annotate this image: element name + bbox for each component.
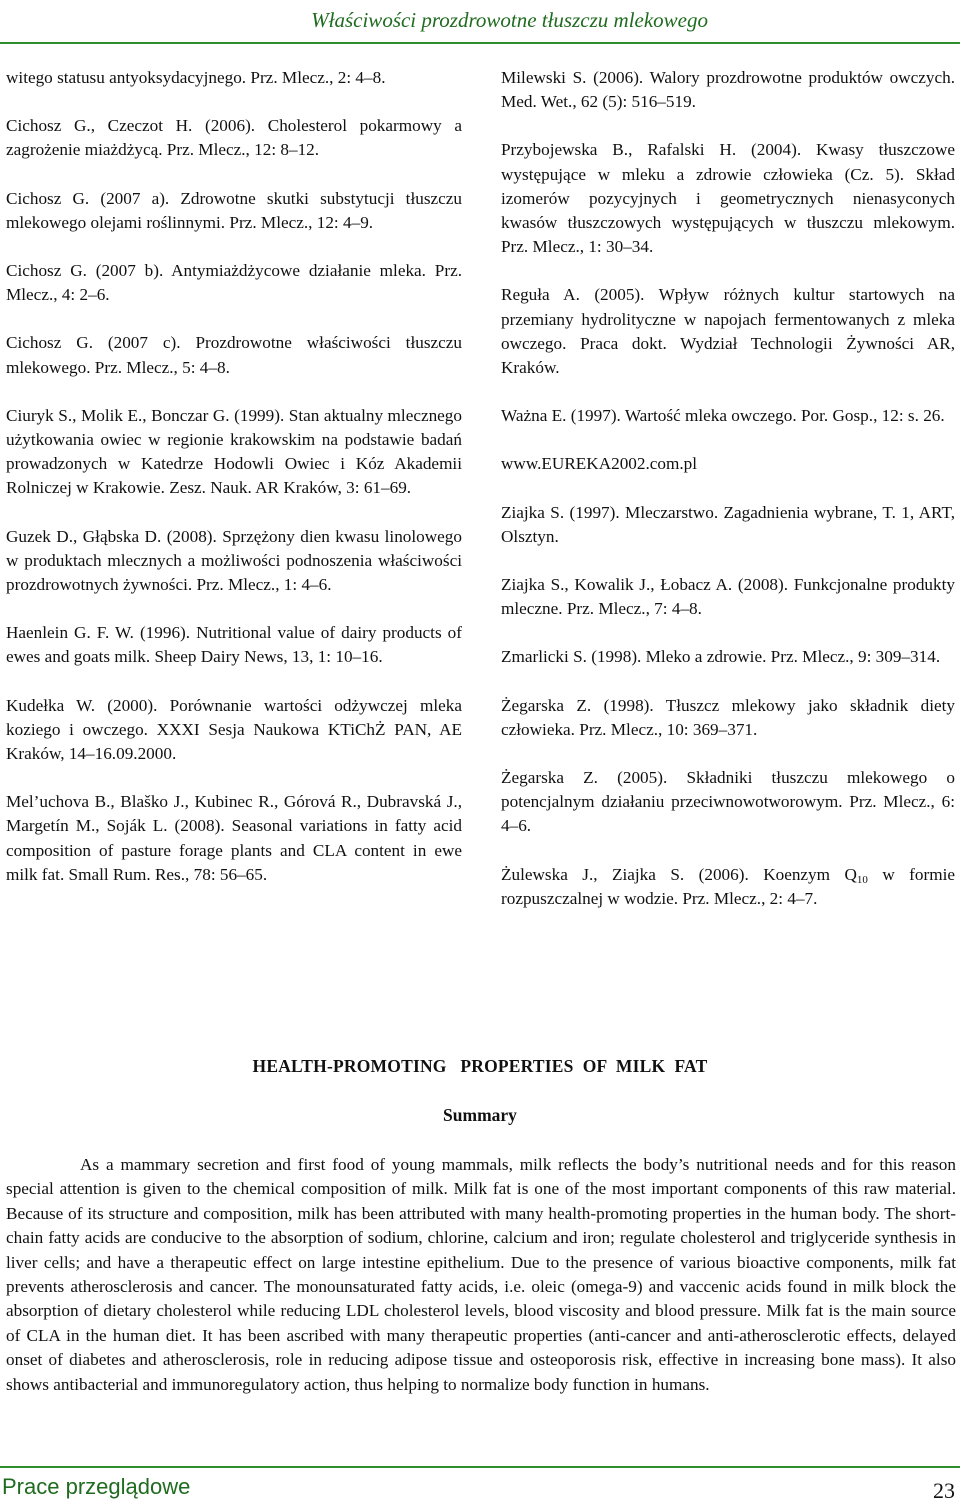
article-title: HEALTH-PROMOTING PROPERTIES OF MILK FAT bbox=[252, 1056, 708, 1076]
header-divider bbox=[0, 42, 960, 44]
reference-item-last bbox=[501, 863, 955, 911]
reference-item: Cichosz G., Czeczot H. (2006). Cholesterol pokarmowy a zagrożenie miażdżycą. Prz. Mlecz., 12: 8–12. bbox=[6, 116, 462, 160]
reference-item: Reguła A. (2005). Wpływ różnych kultur startowych na przemiany hydrolityczne w napojach fermentowanych z mleka owczego. Praca dokt. Wydział Technologii Żywności AR, Kraków. bbox=[501, 285, 955, 378]
references-left-column bbox=[6, 66, 462, 887]
reference-item: Przybojewska B., Rafalski H. (2004). Kwasy tłuszczowe występujące w mleku a zdrowie człowieka (Cz. 5). Skład izomerów pozycyjnych i geometrycznych nienasyconych kwasów tłuszczowych występujących w tłuszczu mlekowym. Prz. Mlecz., 1: 30–34. bbox=[501, 140, 955, 257]
reference-text: w formie rozpuszczalnej w wodzie. Prz. Mlecz., 2: 4–7. bbox=[501, 864, 955, 908]
reference-item: Cichosz G. (2007 b). Antymiażdżycowe działanie mleka. Prz. Mlecz., 4: 2–6. bbox=[6, 261, 462, 305]
summary-heading: Summary bbox=[443, 1105, 517, 1125]
reference-item: Ziajka S., Kowalik J., Łobacz A. (2008). Funkcjonalne produkty mleczne. Prz. Mlecz., 7: 4–8. bbox=[501, 575, 955, 619]
running-header: Właściwości prozdrowotne tłuszczu mlekowego bbox=[311, 8, 708, 32]
reference-item: Cichosz G. (2007 a). Zdrowotne skutki substytucji tłuszczu mlekowego olejami roślinnymi. Prz. Mlecz., 12: 4–9. bbox=[6, 188, 462, 232]
reference-item: witego statusu antyoksydacyjnego. Prz. Mlecz., 2: 4–8. bbox=[6, 68, 386, 87]
reference-text: Żulewska J., Ziajka S. (2006). Koenzym Q bbox=[501, 864, 857, 884]
reference-item: Żegarska Z. (2005). Składniki tłuszczu mlekowego o potencjalnym działaniu przeciwnowotworowym. Prz. Mlecz., 6: 4–6. bbox=[501, 768, 955, 836]
section-label: Prace przeglądowe bbox=[2, 1474, 191, 1499]
subscript: 10 bbox=[856, 873, 868, 886]
reference-item: Kudełka W. (2000). Porównanie wartości odżywczej mleka koziego i owczego. XXXI Sesja Naukowa KTiChŻ PAN, AE Kraków, 14–16.09.2000. bbox=[6, 695, 462, 764]
reference-item: Żegarska Z. (1998). Tłuszcz mlekowy jako składnik diety człowieka. Prz. Mlecz., 10: 369–371. bbox=[501, 695, 955, 739]
reference-item: Ziajka S. (1997). Mleczarstwo. Zagadnienia wybrane, T. 1, ART, Olsztyn. bbox=[501, 502, 955, 546]
reference-link[interactable]: www.EUREKA2002.com.pl bbox=[501, 454, 698, 474]
reference-item: Haenlein G. F. W. (1996). Nutritional value of dairy products of ewes and goats milk. Sheep Dairy News, 13, 1: 10–16. bbox=[6, 623, 462, 667]
reference-item: Guzek D., Głąbska D. (2008). Sprzężony dien kwasu linolowego w produktach mlecznych a możliwości podnoszenia właściwości prozdrowotnych żywności. Prz. Mlecz., 1: 4–6. bbox=[6, 526, 462, 595]
reference-item: Cichosz G. (2007 c). Prozdrowotne właściwości tłuszczu mlekowego. Prz. Mlecz., 5: 4–8. bbox=[6, 333, 462, 377]
page-number: 23 bbox=[933, 1478, 955, 1503]
reference-item: Ciuryk S., Molik E., Bonczar G. (1999). Stan aktualny mlecznego użytkowania owiec w regionie krakowskim na podstawie badań prowadzonych w Katedrze Hodowli Owiec i Kóz Akademii Rolniczej w Krakowie. Zesz. Nauk. AR Kraków, 3: 61–69. bbox=[6, 405, 462, 498]
reference-item: Mel’uchova B., Blaško J., Kubinec R., Górová R., Dubravská J., Margetín M., Soják L. (2008). Seasonal variations in fatty acid composition of pasture forage plants and CLA content in ewe milk fat. Small Rum. Res., 78: 56–65. bbox=[6, 792, 462, 884]
reference-item: Ważna E. (1997). Wartość mleka owczego. Por. Gosp., 12: s. 26. bbox=[501, 406, 945, 426]
footer-divider bbox=[0, 1466, 960, 1468]
reference-item: Milewski S. (2006). Walory prozdrowotne produktów owczych. Med. Wet., 62 (5): 516–519. bbox=[501, 68, 955, 112]
summary-paragraph: As a mammary secretion and first food of young mammals, milk reflects the body’s nutritional needs and for this reason special attention is given to the chemical composition of milk. Milk fat is one of the most important components of this raw material. Because of its structure and composition, milk has been attributed with many health-promoting properties in the human body. The short-chain fatty acids are conducive to the absorption of sodium, chlorine, calcium and iron; regulate cholesterol and triglyceride synthesis in liver cells; and have a therapeutic effect on large intestine epithelium. Due to the presence of various bioactive components, milk fat prevents atherosclerosis and cancer. The monounsaturated fatty acids, i.e. oleic (omega-9) and vaccenic acids found in milk block the absorption of dietary cholesterol while reducing LDL cholesterol levels, blood viscosity and blood pressure. Milk fat is the main source of CLA in the human diet. It has been ascribed with many therapeutic properties (anti-cancer and anti-atherosclerotic effects, delayed onset of diabetes and atherosclerosis, role in reducing adipose tissue and osteoporosis risk, effective in increasing bone mass). It also shows antibacterial and immunoregulatory action, thus helping to normalize body function in humans. bbox=[6, 1155, 956, 1394]
reference-item: Zmarlicki S. (1998). Mleko a zdrowie. Prz. Mlecz., 9: 309–314. bbox=[501, 647, 941, 667]
references-right-column bbox=[501, 66, 955, 911]
